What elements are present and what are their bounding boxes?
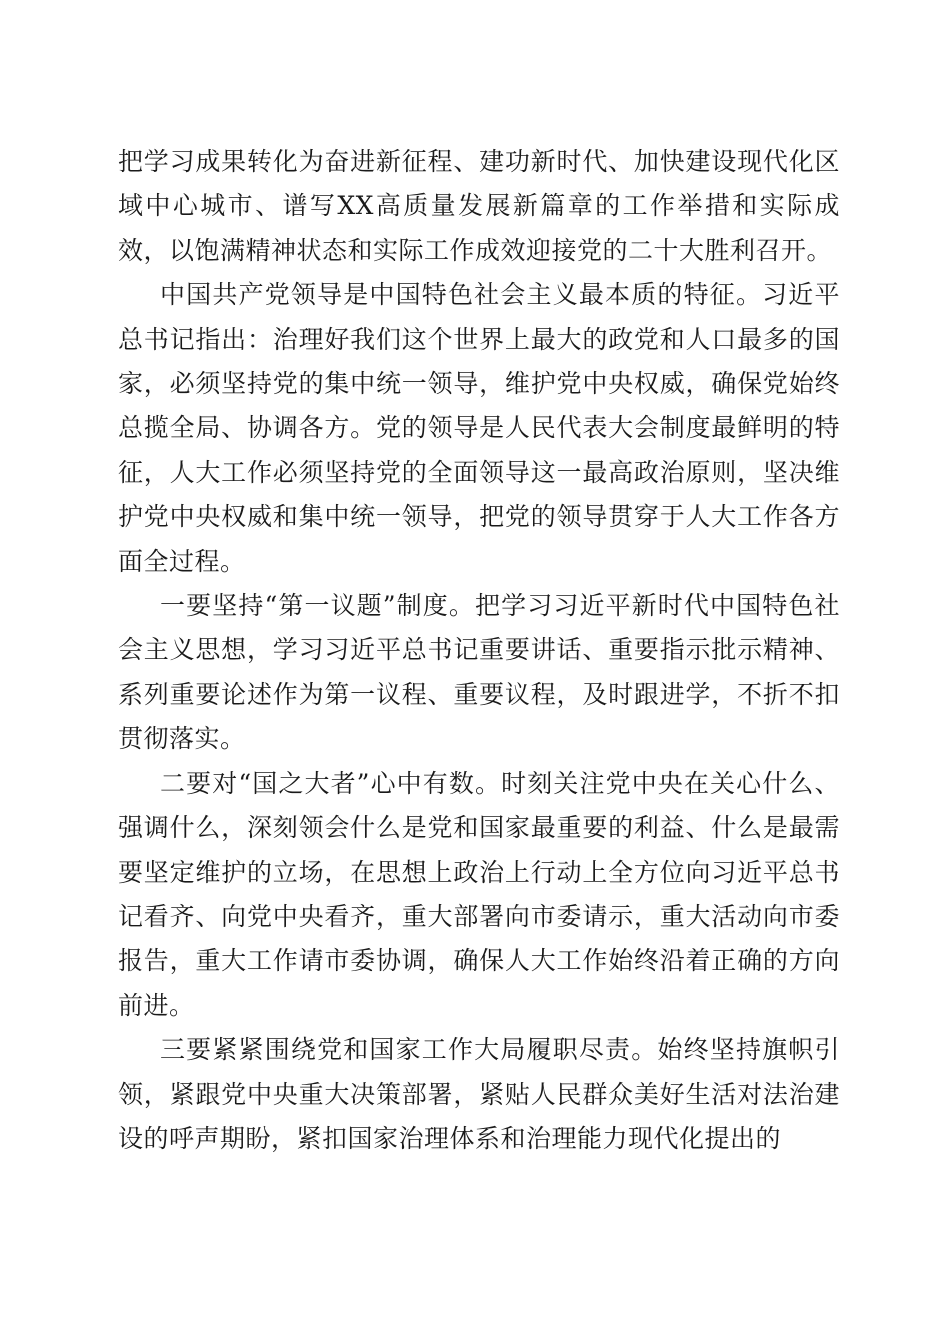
paragraph-4: 二要对“国之大者”心中有数。时刻关注党中央在关心什么、强调什么，深刻领会什么是党和国家最重要的利益、什么是最需要坚定维护的立场，在思想上政治上行动上全方位向习近平总书记看齐、向党中央看齐，重大部署向市委请示，重大活动向市委报告，重大工作请市委协调，确保人大工作始终沿着正确的方向前进。 (118, 768, 840, 1020)
paragraph-3: 一要坚持“第一议题”制度。把学习习近平新时代中国特色社会主义思想，学习习近平总书记重要讲话、重要指示批示精神、系列重要论述作为第一议程、重要议程，及时跟进学，不折不扣贯彻落实。 (118, 591, 840, 754)
paragraph-1: 把学习成果转化为奋进新征程、建功新时代、加快建设现代化区域中心城市、谱写XX高质量发展新篇章的工作举措和实际成效，以饱满精神状态和实际工作成效迎接党的二十大胜利召开。 (118, 147, 840, 265)
paragraph-2: 中国共产党领导是中国特色社会主义最本质的特征。习近平总书记指出：治理好我们这个世界上最大的政党和人口最多的国家，必须坚持党的集中统一领导，维护党中央权威，确保党始终总揽全局、协调各方。党的领导是人民代表大会制度最鲜明的特征，人大工作必须坚持党的全面领导这一最高政治原则，坚决维护党中央权威和集中统一领导，把党的领导贯穿于人大工作各方面全过程。 (118, 280, 840, 576)
document-body (118, 140, 840, 1161)
paragraph-5: 三要紧紧围绕党和国家工作大局履职尽责。始终坚持旗帜引领，紧跟党中央重大决策部署，紧贴人民群众美好生活对法治建设的呼声期盼，紧扣国家治理体系和治理能力现代化提出的 (118, 1035, 840, 1153)
